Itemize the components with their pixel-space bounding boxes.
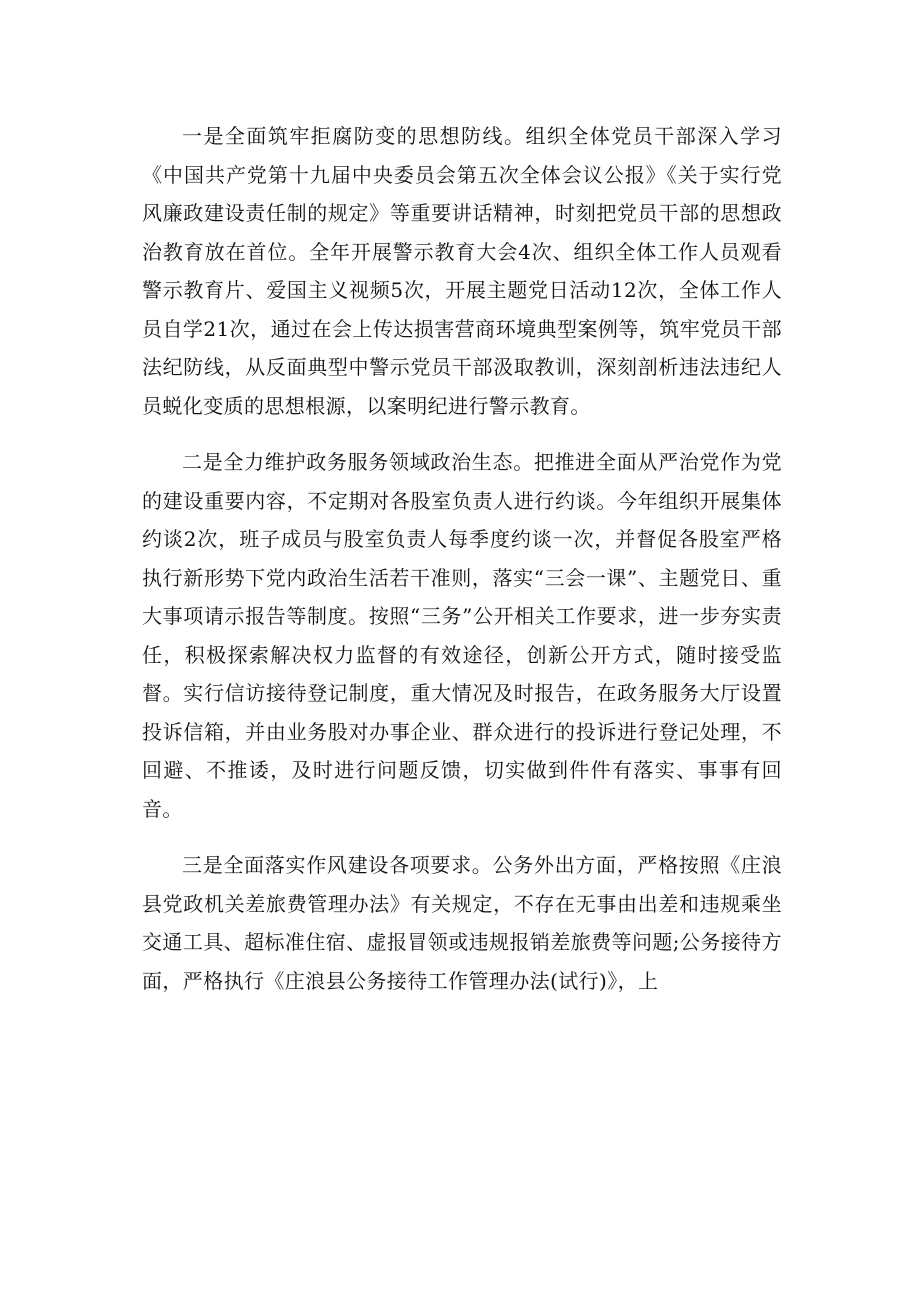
paragraph-2: 二是全力维护政务服务领域政治生态。把推进全面从严治党作为党的建设重要内容，不定期对各股室负责人进行约谈。今年组织开展集体约谈2次，班子成员与股室负责人每季度约谈一次，并督促各股室严格执行新形势下党内政治生活若干准则，落实“三会一课”、主题党日、重大事项请示报告等制度。按照“三务”公开相关工作要求，进一步夯实责任，积极探索解决权力监督的有效途径，创新公开方式，随时接受监督。实行信访接待登记制度，重大情况及时报告，在政务服务大厅设置投诉信箱，并由业务股对办事企业、群众进行的投诉进行登记处理，不回避、不推诿，及时进行问题反馈，切实做到件件有落实、事事有回音。 xyxy=(142,450,782,821)
paragraph-1: 一是全面筑牢拒腐防变的思想防线。组织全体党员干部深入学习《中国共产党第十九届中央委员会第五次全体会议公报》《关于实行党风廉政建设责任制的规定》等重要讲话精神，时刻把党员干部的思想政治教育放在首位。全年开展警示教育大会4次、组织全体工作人员观看警示教育片、爱国主义视频5次，开展主题党日活动12次，全体工作人员自学21次，通过在会上传达损害营商环境典型案例等，筑牢党员干部法纪防线，从反面典型中警示党员干部汲取教训，深刻剖析违法违纪人员蜕化变质的思想根源，以案明纪进行警示教育。 xyxy=(142,124,782,418)
document-body xyxy=(142,117,782,1000)
paragraph-3: 三是全面落实作风建设各项要求。公务外出方面，严格按照《庄浪县党政机关差旅费管理办法》有关规定，不存在无事由出差和违规乘坐交通工具、超标准住宿、虚报冒领或违规报销差旅费等问题;公务接待方面，严格执行《庄浪县公务接待工作管理办法(试行)》，上 xyxy=(142,853,782,993)
